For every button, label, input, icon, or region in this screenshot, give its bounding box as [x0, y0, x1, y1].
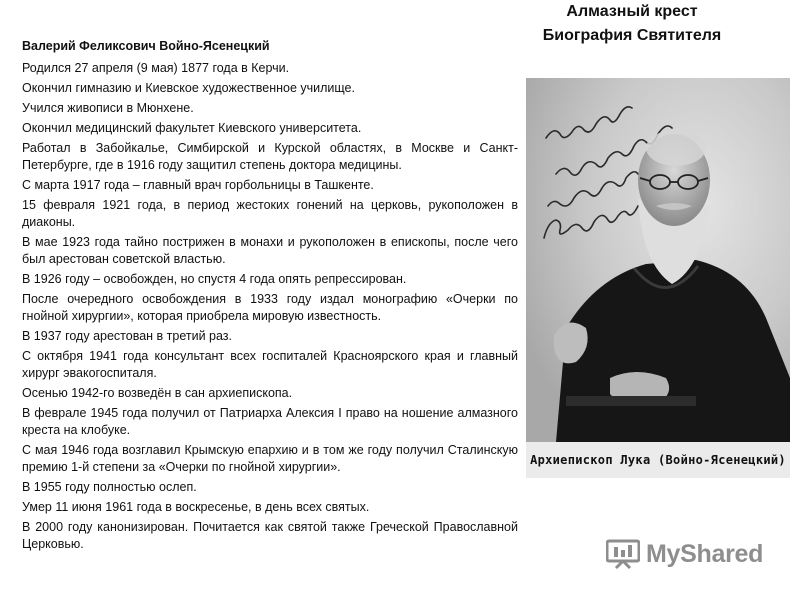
portrait-photo — [526, 78, 790, 478]
bio-paragraph: 15 февраля 1921 года, в период жестоких гонений на церковь, рукоположен в диаконы. — [22, 198, 518, 229]
bio-paragraph: Осенью 1942-го возведён в сан архиепископа. — [22, 386, 293, 400]
portrait-image — [526, 78, 790, 442]
biography-text — [22, 38, 518, 556]
bio-paragraph: В 1937 году арестован в третий раз. — [22, 329, 232, 343]
presentation-board-icon — [606, 539, 640, 569]
bio-paragraph: С мая 1946 года возглавил Крымскую епархию и в том же году получил Сталинскую премию 1-й степени за «Очерки по гнойной хирургии». — [22, 443, 518, 474]
bio-paragraph: В мае 1923 года тайно пострижен в монахи и рукоположен в епископы, после чего был арестован советской властью. — [22, 235, 518, 266]
slide-subtitle: Биография Святителя — [542, 27, 722, 44]
person-name: Валерий Феликсович Войно-Ясенецкий — [22, 39, 270, 53]
bio-paragraph: В 1926 году – освобожден, но спустя 4 года опять репрессирован. — [22, 272, 407, 286]
bio-paragraph: Умер 11 июня 1961 года в воскресенье, в день всех святых. — [22, 500, 370, 514]
bio-paragraph: С октября 1941 года консультант всех госпиталей Красноярского края и главный хирург эвакогоспиталя. — [22, 349, 518, 380]
bio-paragraph: После очередного освобождения в 1933 году издал монографию «Очерки по гнойной хирургии», которая приобрела мировую известность. — [22, 292, 518, 323]
bio-paragraph: В феврале 1945 года получил от Патриарха Алексия I право на ношение алмазного креста на клобуке. — [22, 406, 518, 437]
bio-paragraph: Учился живописи в Мюнхене. — [22, 101, 194, 115]
portrait-caption: Архиепископ Лука (Войно-Ясенецкий) — [526, 442, 790, 478]
slide-title: Алмазный крест — [566, 3, 698, 20]
slide-header — [512, 0, 752, 48]
bio-paragraph: В 1955 году полностью ослеп. — [22, 480, 197, 494]
logo-text: MyShared — [646, 539, 764, 568]
bio-paragraph: Окончил медицинский факультет Киевского университета. — [22, 121, 362, 135]
bio-paragraph: С марта 1917 года – главный врач горбольницы в Ташкенте. — [22, 178, 374, 192]
bio-paragraph: Окончил гимназию и Киевское художественное училище. — [22, 81, 355, 95]
bio-paragraph: Работал в Забойкалье, Симбирской и Курской областях, в Москве и Санкт-Петербурге, где в 1916 году защитил степень доктора медицины. — [22, 141, 518, 172]
bio-paragraph: Родился 27 апреля (9 мая) 1877 года в Керчи. — [22, 61, 290, 75]
bio-paragraph: В 2000 году канонизирован. Почитается как святой также Греческой Православной Церковью. — [22, 520, 518, 551]
myshared-logo[interactable] — [606, 536, 763, 572]
